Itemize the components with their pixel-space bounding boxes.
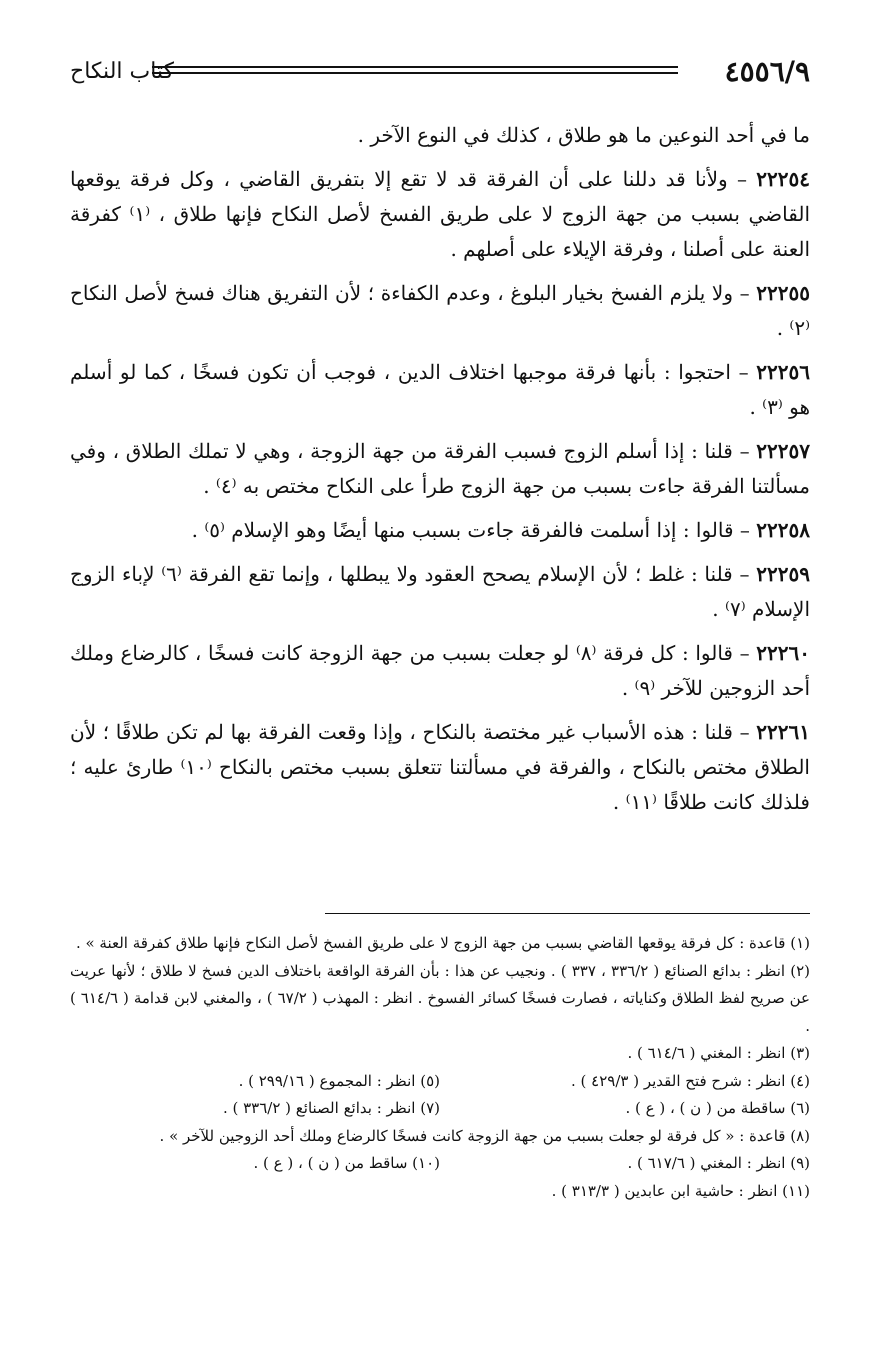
paragraph-22261 <box>70 715 810 820</box>
footnote-11: (١١) انظر : حاشية ابن عابدين ( ٣١٣/٣ ) . <box>551 1181 810 1200</box>
footnote-9: (٩) انظر : المغني ( ٦١٧/٦ ) . <box>627 1154 810 1172</box>
main-text <box>70 118 810 829</box>
footnote-1: (١) قاعدة : كل فرقة يوقعها القاضي بسبب من جهة الزوج لا على طريق الفسخ لأصل النكاح فإنها طلاق كفرقة العنة » . <box>75 934 810 952</box>
paragraph-number: ٢٢٢٦١ <box>756 720 810 744</box>
paragraph-text: – قلنا : غلط ؛ لأن الإسلام يصحح العقود ولا يبطلها ، وإنما تقع الفرقة ⁽٦⁾ لإباء الزوج الإسلام ⁽٧⁾ . <box>70 562 810 621</box>
footnote-3: (٣) انظر : المغني ( ٦١٤/٦ ) . <box>627 1044 810 1062</box>
footnote-row <box>70 1095 810 1123</box>
book-title: كتاب النكاح <box>70 59 175 84</box>
footnotes <box>70 930 810 1205</box>
paragraph-continuation <box>70 118 810 153</box>
paragraph-number: ٢٢٢٥٤ <box>756 167 810 191</box>
paragraph-text: – قالوا : إذا أسلمت فالفرقة جاءت بسبب منها أيضًا وهو الإسلام ⁽٥⁾ . <box>191 518 757 542</box>
header-double-rule <box>152 66 678 74</box>
paragraph-text: – قلنا : إذا أسلم الزوج فسبب الفرقة من جهة الزوجة ، وهي لا تملك الطلاق ، وفي مسألتنا الفرقة جاءت بسبب من جهة الزوج طرأ على النكاح مختص به ⁽٤⁾ . <box>70 439 810 498</box>
paragraph-22260 <box>70 636 810 706</box>
paragraph-22256 <box>70 355 810 425</box>
paragraph-number: ٢٢٢٥٨ <box>756 518 810 542</box>
footnote-row <box>70 1150 810 1178</box>
paragraph-text: – احتجوا : بأنها فرقة موجبها اختلاف الدين ، فوجب أن تكون فسخًا ، كما لو أسلم هو ⁽٣⁾ . <box>70 360 810 419</box>
paragraph-number: ٢٢٢٥٦ <box>756 360 810 384</box>
paragraph-number: ٢٢٢٥٧ <box>756 439 810 463</box>
footnote-5: (٥) انظر : المجموع ( ٢٩٩/١٦ ) . <box>238 1071 440 1090</box>
paragraph-22259 <box>70 557 810 627</box>
footnote-4: (٤) انظر : شرح فتح القدير ( ٤٢٩/٣ ) . <box>571 1071 810 1090</box>
paragraph-text: ما في أحد النوعين ما هو طلاق ، كذلك في النوع الآخر . <box>357 123 810 147</box>
paragraph-text: – قالوا : كل فرقة ⁽٨⁾ لو جعلت بسبب من جهة الزوجة كانت فسخًا ، كالرضاع وملك أحد الزوجين للآخر ⁽٩⁾ . <box>70 641 810 700</box>
paragraph-text: – ولا يلزم الفسخ بخيار البلوغ ، وعدم الكفاءة ؛ لأن التفريق هناك فسخ لأصل النكاح ⁽٢⁾ . <box>70 281 810 340</box>
footnote-10: (١٠) ساقط من ( ن ) ، ( ع ) . <box>253 1154 440 1172</box>
paragraph-text: – ولأنا قد دللنا على أن الفرقة قد لا تقع إلا بتفريق القاضي ، وكل فرقة يوقعها القاضي بسبب من جهة الزوج لا على طريق الفسخ لأصل النكاح فإنها طلاق ، ⁽١⁾ كفرقة العنة على أصلنا ، وفرقة الإيلاء على أصلهم . <box>70 167 811 261</box>
paragraph-number: ٢٢٢٦٠ <box>756 641 810 665</box>
paragraph-22258 <box>70 513 810 548</box>
paragraph-number: ٢٢٢٥٩ <box>756 562 810 586</box>
footnote-row <box>70 1068 810 1096</box>
footnote-row <box>70 1040 810 1068</box>
paragraph-22254 <box>70 162 810 267</box>
footnote-separator <box>325 913 810 914</box>
paragraph-text: – قلنا : هذه الأسباب غير مختصة بالنكاح ، وإذا وقعت الفرقة بها لم تكن طلاقًا ؛ لأن الطلاق مختص بالنكاح ، والفرقة في مسألتنا تتعلق بسبب مختص بالنكاح ⁽١٠⁾ طارئ عليه ؛ فلذلك كانت طلاقًا ⁽١١⁾ . <box>70 720 810 814</box>
footnote-2: (٢) انظر : بدائع الصنائع ( ٣٣٦/٢ ، ٣٣٧ ) . ونجيب عن هذا : بأن الفرقة الواقعة باختلاف الدين فسخ لا طلاق ؛ لأنها عريت عن صريح لفظ الطلاق وكناياته ، فصارت فسخًا كسائر الفسوخ . انظر : المهذب ( ٦٧/٢ ) ، والمغني لابن قدامة ( ٦١٤/٦ ) . <box>70 961 810 1035</box>
footnote-6: (٦) ساقطة من ( ن ) ، ( ع ) . <box>625 1099 810 1117</box>
footnote-7: (٧) انظر : بدائع الصنائع ( ٣٣٦/٢ ) . <box>222 1099 440 1117</box>
running-header <box>70 52 810 92</box>
page-number: ٤٥٥٦/٩ <box>724 55 810 88</box>
paragraph-22257 <box>70 434 810 504</box>
paragraph-22255 <box>70 276 810 346</box>
footnote-8: (٨) قاعدة : « كل فرقة لو جعلت بسبب من جهة الزوجة كانت فسخًا كالرضاع وملك أحد الزوجين للآخر » . <box>159 1126 810 1145</box>
paragraph-number: ٢٢٢٥٥ <box>756 281 810 305</box>
